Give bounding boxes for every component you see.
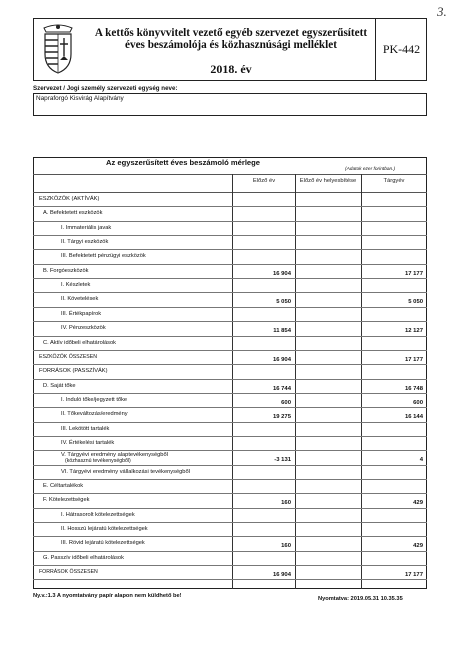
row-divider: [33, 479, 427, 480]
print-timestamp: Nyomtatva: 2019.05.31 10.35.35: [318, 596, 403, 602]
row-divider: [33, 307, 427, 308]
row-divider: [33, 422, 427, 423]
row-label: ESZKÖZÖK (AKTÍVÁK): [39, 196, 100, 202]
cell-curr: 16 144: [404, 414, 423, 421]
cell-curr: 16 748: [404, 385, 423, 392]
organization-label: Szervezet / Jogi személy szervezeti egység neve:: [33, 85, 178, 92]
row-divider: [33, 364, 427, 365]
cell-prev: 16 904: [272, 356, 291, 363]
column-divider: [232, 174, 233, 589]
cell-prev: 16 744: [272, 385, 291, 392]
cell-curr: 17 177: [404, 356, 423, 363]
row-divider: [33, 565, 427, 566]
row-divider: [33, 350, 427, 351]
page-number-mark: 3.: [437, 4, 447, 19]
row-divider: [33, 465, 427, 466]
row-label: B. Forgóeszközök: [43, 267, 89, 274]
row-label: I. Készletek: [61, 282, 91, 289]
row-label: IV. Pénzeszközök: [61, 325, 106, 332]
cell-prev: 16 904: [272, 270, 291, 277]
cell-curr: 5 050: [408, 299, 423, 306]
row-label: FORRÁSOK ÖSSZESEN: [39, 569, 98, 576]
row-divider: [33, 379, 427, 380]
row-label: VI. Tárgyévi eredmény vállalkozási tevékenységből: [61, 468, 190, 475]
unit-note: (Adatok ezer forintban.): [345, 167, 396, 172]
cell-prev: 600: [281, 399, 291, 406]
row-label: II. Tőkeváltozás/eredmény: [61, 411, 128, 418]
header-divider: [33, 192, 427, 193]
row-divider: [33, 235, 427, 236]
row-divider: [33, 407, 427, 408]
coat-of-arms-icon: [36, 22, 80, 76]
row-label: F. Kötelezettségek: [43, 497, 90, 504]
row-label: II. Követelések: [61, 296, 99, 303]
cell-prev: 19 275: [272, 414, 291, 421]
row-label: D. Saját tőke: [43, 382, 76, 389]
row-divider: [33, 206, 427, 207]
row-divider: [33, 551, 427, 552]
form-code: PK-442: [375, 18, 427, 81]
balance-sheet-title: Az egyszerűsített éves beszámoló mérlege: [105, 158, 261, 167]
row-label: III. Lekötött tartalék: [61, 425, 110, 432]
row-divider: [33, 493, 427, 494]
footer-note: Ny.v.:1.3 A nyomtatvány papír alapon nem küldhető be!: [33, 593, 182, 599]
organization-name: Napraforgó Kisvirág Alapítvány: [36, 95, 124, 102]
row-label: I. Induló tőke/jegyzett tőke: [61, 396, 128, 403]
row-label: III. Értékpapírok: [61, 310, 102, 317]
row-label: III. Befektetett pénzügyi eszközök: [61, 253, 146, 260]
row-divider: [33, 321, 427, 322]
cell-curr: 4: [419, 457, 423, 464]
cell-curr: 17 177: [404, 270, 423, 277]
cell-prev: 160: [281, 500, 291, 507]
row-divider: [33, 579, 427, 580]
row-label: ESZKÖZÖK ÖSSZESEN: [39, 353, 97, 360]
row-label: E. Céltartalékok: [43, 483, 84, 489]
row-divider: [33, 249, 427, 250]
row-divider: [33, 264, 427, 265]
cell-prev: 5 050: [276, 299, 291, 306]
row-label: I. Hátrasorolt kötelezettségek: [61, 511, 135, 518]
column-header-current-year: Tárgyév: [383, 178, 405, 184]
row-label: V. Tárgyévi eredmény alaptevékenységből: [61, 451, 168, 458]
row-divider: [33, 336, 427, 337]
row-label: FORRÁSOK (PASSZÍVÁK): [39, 368, 108, 375]
cell-prev: 16 904: [272, 572, 291, 579]
form-title-line-1: A kettős könyvvitelt vezető egyéb szervezet egyszerűsített: [94, 27, 368, 39]
row-divider: [33, 221, 427, 222]
row-label: A. Befektetett eszközök: [43, 210, 103, 217]
cell-prev: -3 131: [274, 457, 291, 464]
row-label: C. Aktív időbeli elhatárolások: [43, 339, 117, 346]
cell-curr: 17 177: [404, 572, 423, 579]
title-divider: [33, 174, 427, 175]
cell-curr: 600: [413, 399, 423, 406]
row-divider: [33, 292, 427, 293]
row-label: III. Rövid lejáratú kötelezettségek: [61, 540, 145, 547]
form-year: 2018. év: [210, 62, 252, 76]
cell-prev: 11 854: [273, 328, 291, 335]
row-label: I. Immateriális javak: [61, 224, 112, 231]
column-divider: [361, 174, 362, 589]
column-header-prev-year-correction: Előző év helyesbítése: [299, 178, 357, 184]
column-divider: [295, 174, 296, 589]
row-divider: [33, 536, 427, 537]
row-label: II. Tárgyi eszközök: [61, 239, 109, 246]
row-divider: [33, 522, 427, 523]
cell-curr: 429: [413, 500, 423, 507]
row-label: G. Passzív időbeli elhatárolások: [43, 554, 124, 561]
cell-curr: 12 127: [404, 328, 423, 335]
row-divider: [33, 436, 427, 437]
form-title-line-2: éves beszámolója és közhasznúsági melléklet: [125, 39, 337, 51]
cell-prev: 160: [281, 543, 291, 550]
column-header-prev-year: Előző év: [252, 178, 276, 184]
row-divider: [33, 393, 427, 394]
row-label: II. Hosszú lejáratú kötelezettségek: [61, 526, 148, 533]
row-sublabel: (közhasznú tevékenységből): [65, 457, 131, 464]
cell-curr: 429: [413, 543, 423, 550]
row-label: IV. Értékelési tartalék: [61, 439, 115, 446]
row-divider: [33, 278, 427, 279]
row-divider: [33, 508, 427, 509]
